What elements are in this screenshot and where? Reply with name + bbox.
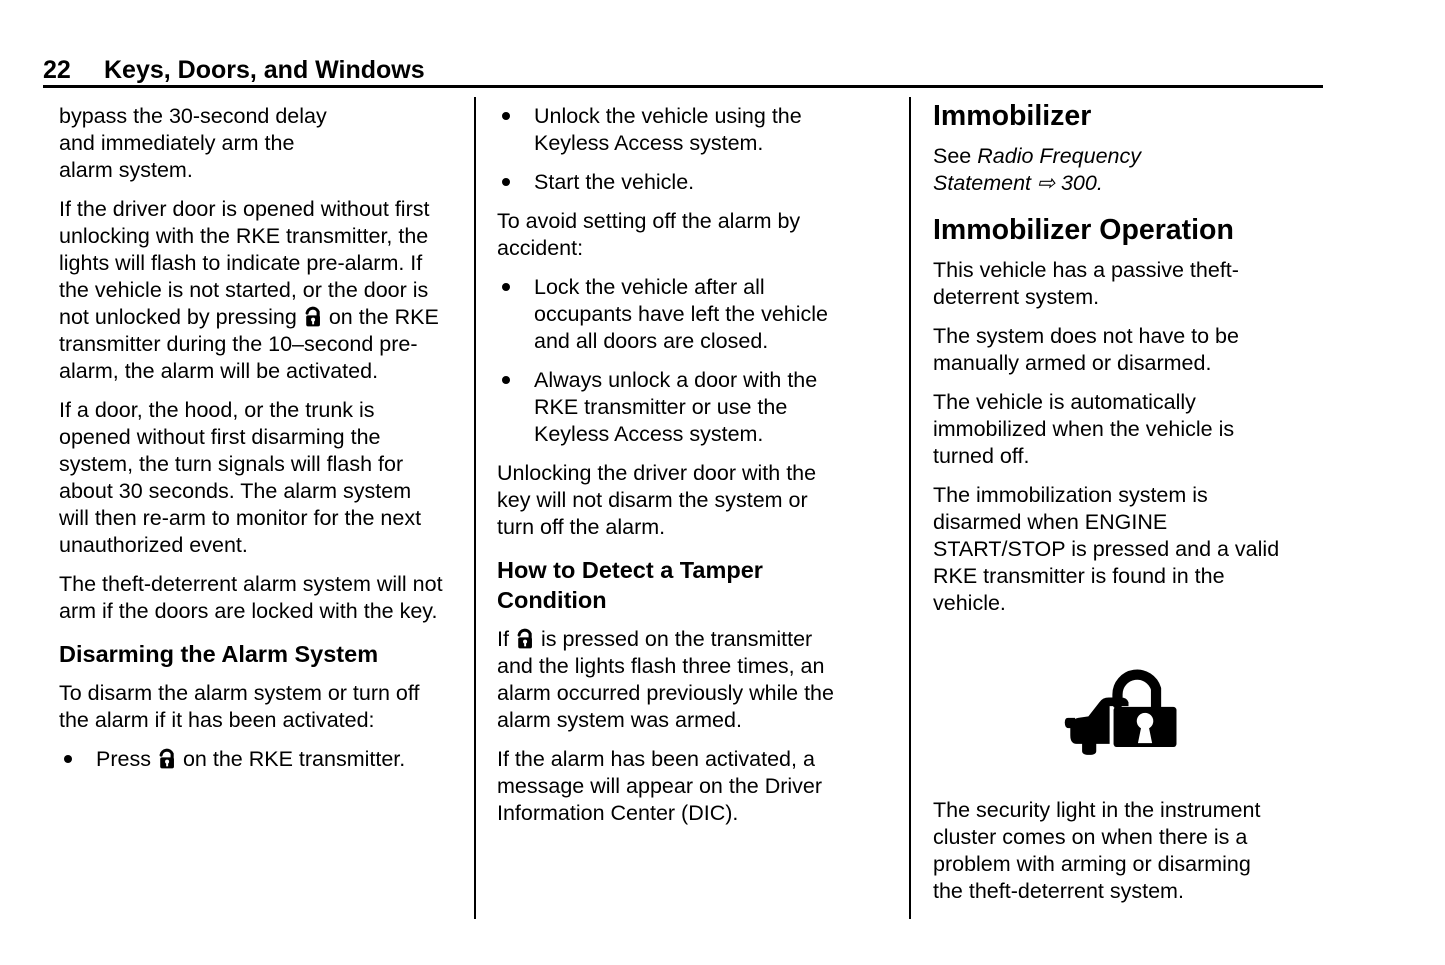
paragraph-text: If the driver door is opened without first unlocking with the RKE transmitter, the lights will flash to indicate pre-alarm. If the vehicle is not started, or the door is not unlocked by pressing [59,197,430,329]
paragraph-passive-system: This vehicle has a passive theft-deterrent system. [933,258,1239,309]
list-item-text: Start the vehicle. [534,170,695,194]
paragraph-no-manual-arming: The system does not have to be manually armed or disarmed. [933,324,1239,375]
paragraph-tamper-detect [497,626,849,734]
paragraph-auto-immobilized: The vehicle is automatically immobilized when the vehicle is turned off. [933,390,1235,468]
paragraph-pre-alarm [59,196,444,385]
list-item-text: Unlock the vehicle using the Keyless Access system. [534,104,802,155]
column-divider [474,97,476,919]
unlock-icon [514,628,536,650]
paragraph-dic-message: If the alarm has been activated, a message will appear on the Driver Information Center (DIC). [497,747,823,825]
list-item-text: on the RKE transmitter. [182,747,406,771]
bullet-dot [64,755,72,763]
reference-italic: Radio Frequency Statement ⇨ 300. [933,144,1141,195]
list-item-text: Press [96,747,151,771]
list-item-text: Always unlock a door with the RKE transmitter or use the Keyless Access system. [534,368,818,446]
unlock-icon [302,306,324,328]
paragraph-avoid-alarm: To avoid setting off the alarm by accident: [497,209,801,260]
unlock-icon [156,748,178,770]
reference-label: See [933,144,972,168]
paragraph-door-hood-trunk: If a door, the hood, or the trunk is opened without first disarming the system, the turn signals will flash for about 30 seconds. The alarm system will then re-arm to monitor for the next unauthorized event. [59,398,422,557]
heading-immobilizer-operation: Immobilizer Operation [933,214,1234,246]
page-number: 22 [43,56,71,84]
paragraph-text: If [497,627,509,651]
paragraph-disarm-engine-start: The immobilization system is disarmed when ENGINE START/STOP is pressed and a valid RKE transmitter is found in the vehicle. [933,483,1280,615]
paragraph-security-light: The security light in the instrument cluster comes on when there is a problem with arming or disarming the theft-deterrent system. [933,798,1261,903]
paragraph-text: is pressed on the transmitter and the lights flash three times, an alarm occurred previously while the alarm system was armed. [497,627,834,732]
column-divider [909,97,911,919]
list-item-unlock-keyless [497,103,849,157]
paragraph-see-reference [933,143,1243,197]
header-rule [43,85,1323,88]
bullet-dot [502,283,510,291]
list-item-always-unlock [497,367,849,448]
list-item-text: Lock the vehicle after all occupants have left the vehicle and all doors are closed. [534,275,829,353]
heading-disarming-alarm-system: Disarming the Alarm System [59,641,379,667]
list-item-press-unlock [59,746,444,773]
column-1 [59,97,444,785]
paragraph-text: on the RKE transmitter during the 10–second pre-alarm, the alarm will be activated. [59,305,439,383]
list-item-start-vehicle [497,169,849,196]
bullet-dot [502,376,510,384]
column-2 [497,97,849,839]
bullet-dot [502,112,510,120]
heading-immobilizer: Immobilizer [933,100,1092,132]
paragraph-unlocking-driver-door: Unlocking the driver door with the key will not disarm the system or turn off the alarm. [497,461,817,539]
bullet-dot [502,178,510,186]
heading-tamper-condition: How to Detect a Tamper Condition [497,557,763,613]
paragraph-bypass-delay: bypass the 30-second delay and immediately arm the alarm system. [59,104,327,182]
chapter-title: Keys, Doors, and Windows [104,56,425,84]
paragraph-locked-with-key: The theft-deterrent alarm system will not arm if the doors are locked with the key. [59,572,443,623]
list-item-lock-vehicle [497,274,849,355]
column-3 [933,97,1285,917]
security-light-icon [1064,665,1182,763]
paragraph-to-disarm: To disarm the alarm system or turn off the alarm if it has been activated: [59,681,420,732]
